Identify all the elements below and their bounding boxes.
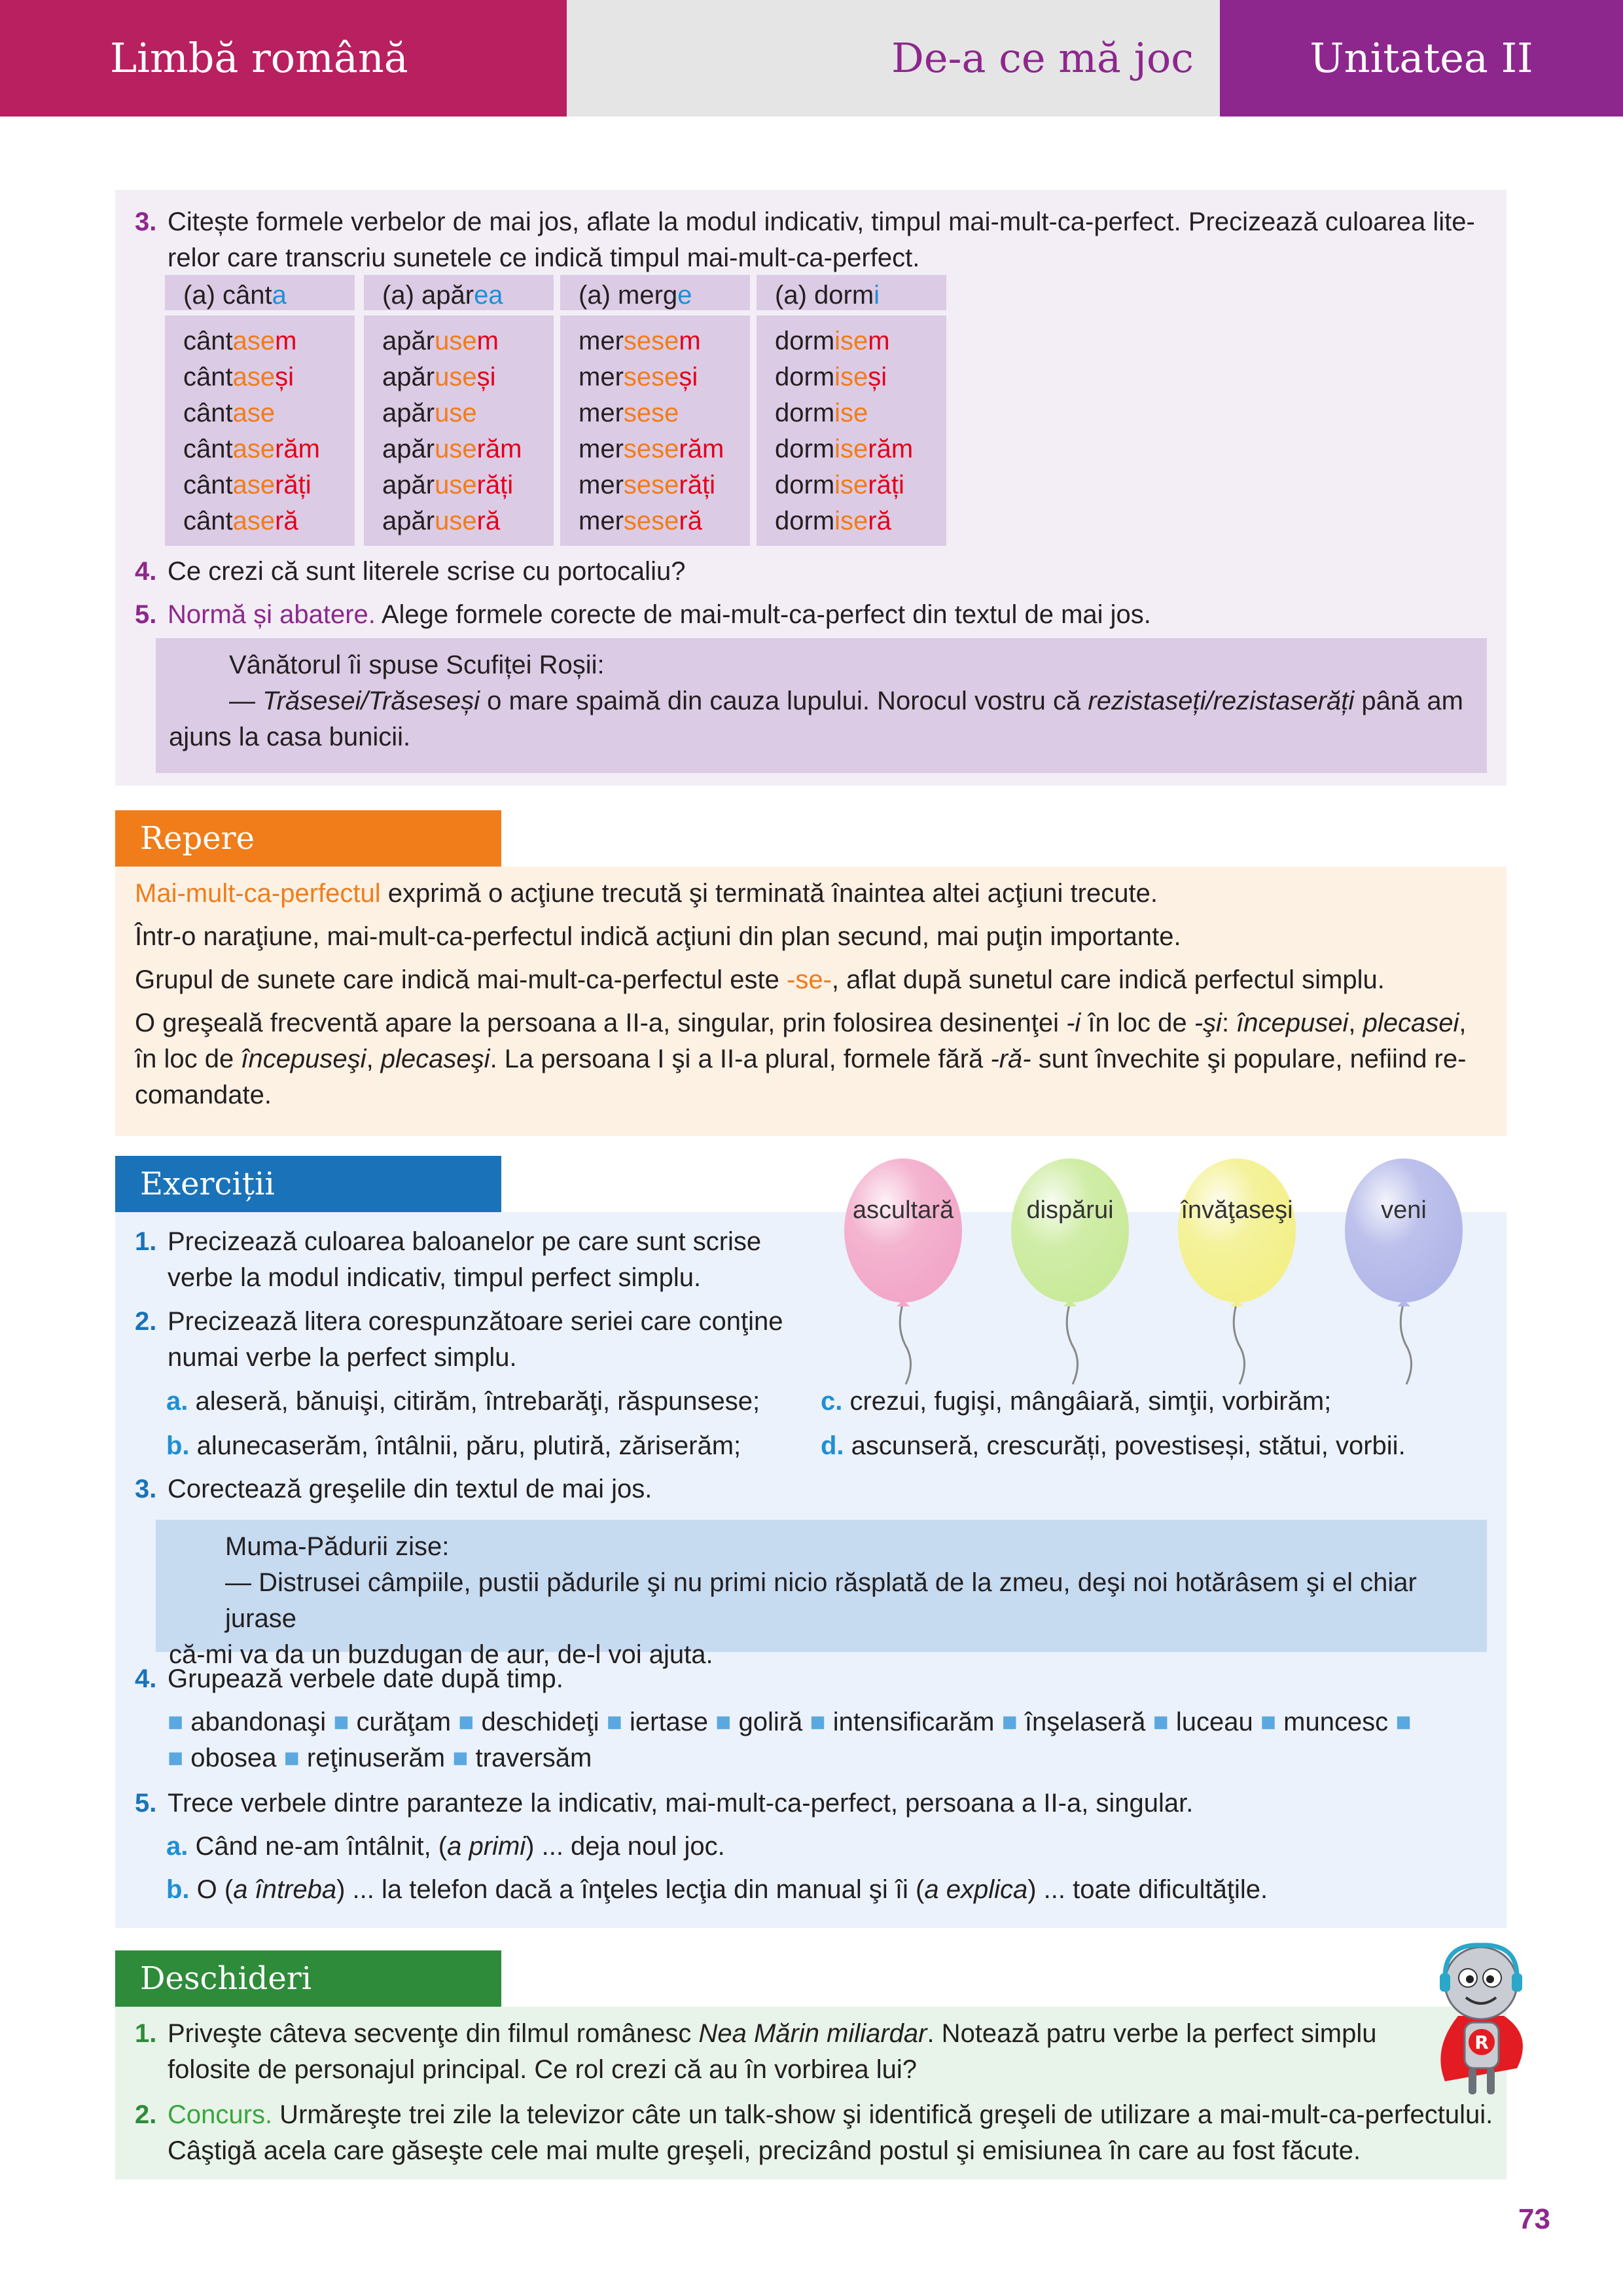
bullet-square-icon: ■ [1152,1708,1176,1736]
bullet-square-icon: ■ [452,1744,476,1772]
bullet-square-icon: ■ [1260,1708,1284,1736]
verb-form: dormiseși [775,363,887,391]
exercise-5b: b. O (a întreba) ... la telefon dacă a înţeles lecţia din manual şi îi (a explica) ... toate dificultăţile. [166,1875,1268,1904]
balloon [844,1158,962,1384]
verb-infinitive: (a) merge [560,275,750,315]
verb-form: apărusem [382,327,499,355]
verb-form: merseserăți [579,471,715,499]
balloon-label: veni [1381,1196,1427,1224]
quote-line: — Trăsesei/Trăseseși o mare spaimă din cauza lupului. Norocul vostru că rezistaseți/rezistaserăți până am [229,687,1463,715]
quote-box-1 [156,638,1487,773]
word-item: iertase [629,1708,709,1736]
word-item: luceau [1175,1708,1253,1736]
word-item: înşelaseră [1024,1708,1146,1736]
exercise-1: 1. Precizează culoarea baloanelor pe care sunt scrise verbe la modul indicativ, timpul perfect simplu. [135,1227,762,1292]
word-item: obosea [190,1744,277,1772]
bullet-square-icon: ■ [458,1708,482,1736]
verb-form: cântaseși [183,363,294,391]
repere-box [115,867,1507,1136]
balloon-label: ascultară [852,1196,954,1224]
repere-paragraph: Într-o naraţiune, mai-mult-ca-perfectul indică acţiuni din plan secund, mai puţin importante. [135,922,1181,951]
verb-form: merseseși [579,363,698,391]
header-subject: Limbă română [110,34,408,82]
question-4: 4. Ce crezi că sunt literele scrise cu portocaliu? [135,557,686,586]
quote-line: Vânătorul îi spuse Scufiței Roșii: [229,651,605,679]
exercise-5: 5. Trece verbele dintre paranteze la indicativ, mai-mult-ca-perfect, persoana a II-a, singular. [135,1789,1194,1818]
bullet-square-icon: ■ [715,1708,739,1736]
word-item: muncesc [1283,1708,1389,1736]
verb-form: cântaserăm [183,435,320,463]
balloon [1178,1158,1296,1384]
word-item: abandonaşi [190,1708,327,1736]
verb-form: dormiserăți [775,471,904,499]
bullet-square-icon: ■ [168,1744,191,1772]
verb-form: cântasem [183,327,297,355]
verb-form: merseseră [579,507,702,535]
robot-mascot-icon [1419,1937,1543,2108]
exercise-4: 4. Grupează verbele date după timp. [135,1664,563,1693]
balloon [1011,1158,1129,1384]
bullet-square-icon: ■ [283,1744,307,1772]
repere-paragraph: în loc de începuseşi, plecaseşi. La persoana I şi a II-a plural, formele fără -ră- sunt învechite şi populare, nefiind re- [135,1045,1467,1073]
option-d: d. ascunseră, crescurăți, povestiseși, stătui, vorbii. [821,1431,1406,1460]
repere-paragraph: comandate. [135,1081,272,1109]
verb-infinitive: (a) cânta [165,275,355,315]
header-unit-bar [1220,0,1623,117]
repere-paragraph: Mai-mult-ca-perfectul exprimă o acţiune trecută şi terminată înaintea altei acţiuni trecute. [135,879,1158,908]
quote-line: Muma-Pădurii zise: [225,1532,450,1561]
header-topic: De-a ce mă joc [891,34,1194,82]
repere-paragraph: O greşeală frecventă apare la persoana a II-a, singular, prin folosirea desinenţei -i în loc de -şi: începusei, plecasei, [135,1009,1467,1037]
verb-word-list [168,1704,1496,1776]
bullet-square-icon: ■ [168,1708,191,1736]
option-c: c. crezui, fugişi, mângâiară, simţii, vorbirăm; [821,1387,1332,1416]
verb-column [560,275,750,546]
repere-banner: Repere [115,810,501,867]
verb-form: mersese [579,399,679,427]
repere-paragraph: Grupul de sunete care indică mai-mult-ca-perfectul este -se-, aflat după sunetul care indică perfectul simplu. [135,965,1385,994]
verb-form: cântase [183,399,276,427]
word-item: deschideţi [481,1708,599,1736]
bullet-square-icon: ■ [1001,1708,1025,1736]
verb-form: cântaserăți [183,471,312,499]
verb-form: apăruseși [382,363,496,391]
balloon [1345,1158,1463,1384]
verb-column [364,275,554,546]
question-5: 5. Normă și abatere. Alege formele corecte de mai-mult-ca-perfect din textul de mai jos. [135,600,1151,629]
question-3: 3. Citește formele verbelor de mai jos, aflate la modul indicativ, timpul mai-mult-ca-perfect. Precizează culoarea lite- relor care transcriu sunetele ce indică timpul mai-mult-ca-perfect. [135,207,1475,272]
balloon-label: învăţaseşi [1181,1196,1293,1224]
quote-box-2 [156,1520,1487,1669]
header-subject-bar [0,0,567,117]
word-item: goliră [738,1708,803,1736]
header-topic-bar [567,0,1220,117]
page-number: 73 [1518,2203,1550,2235]
bullet-square-icon: ■ [333,1708,357,1736]
verb-infinitive: (a) apărea [364,275,554,315]
quote-line: ajuns la casa bunicii. [169,723,411,751]
verb-column [757,275,946,546]
verb-form: apăruserăți [382,471,514,499]
balloons-illustration [818,1139,1512,1388]
word-item: traversăm [475,1744,592,1772]
deschideri-1: 1. Priveşte câteva secvenţe din filmul românesc Nea Mărin miliardar. Notează patru verbe la perfect simplu folosite de personajul principal. Ce rol crezi că au în vorbirea lui? [135,2019,1377,2084]
quote-line: că-mi va da un buzdugan de aur, de-l voi ajuta. [169,1640,713,1669]
verb-form: mersesem [579,327,701,355]
verb-infinitive: (a) dormi [757,275,946,315]
balloon-label: dispărui [1026,1196,1114,1224]
verb-form: cântaseră [183,507,298,535]
verb-column [165,275,355,546]
svg-text:R: R [1474,2032,1489,2053]
word-item: curăţam [356,1708,452,1736]
header-unit: Unitatea II [1310,34,1533,82]
verb-form: dormiserăm [775,435,914,463]
exercise-2: 2. Precizează litera corespunzătoare seriei care conţine numai verbe la perfect simplu. [135,1307,783,1372]
bullet-square-icon: ■ [606,1708,630,1736]
option-b: b. alunecaserăm, întâlnii, păru, plutiră, zăriserăm; [166,1431,741,1460]
deschideri-banner: Deschideri [115,1950,501,2007]
word-item: reţinuserăm [306,1744,446,1772]
verb-form: apăruseră [382,507,501,535]
deschideri-2: 2. Concurs. Urmăreşte trei zile la televizor câte un talk-show şi identifică greşeli de utilizare a mai-mult-ca-perfectului. Câştigă acela care găseşte cele mai multe greşeli, precizând postul şi emisiunea în care au fost făcute. [135,2100,1493,2165]
quote-line: — Distrusei câmpiile, pustii pădurile şi nu primi nicio răsplată de la zmeu, deşi noi hotărâsem şi el chiar jurase [225,1568,1417,1633]
verb-form: merseserăm [579,435,724,463]
exercise-3: 3. Corectează greşelile din textul de mai jos. [135,1475,652,1503]
word-item: intensificarăm [832,1708,995,1736]
bullet-square-icon: ■ [1395,1708,1412,1736]
exercitii-banner: Exerciții [115,1156,501,1212]
verb-form: dormise [775,399,868,427]
verb-form: apăruserăm [382,435,522,463]
verb-form: dormisem [775,327,890,355]
option-a: a. aleseră, bănuişi, citirăm, întrebarăţi, răspunsese; [166,1387,760,1416]
bullet-square-icon: ■ [810,1708,833,1736]
verb-form: apăruse [382,399,477,427]
verb-form: dormiseră [775,507,891,535]
exercise-5a: a. Când ne-am întâlnit, (a primi) ... deja noul joc. [166,1832,725,1861]
